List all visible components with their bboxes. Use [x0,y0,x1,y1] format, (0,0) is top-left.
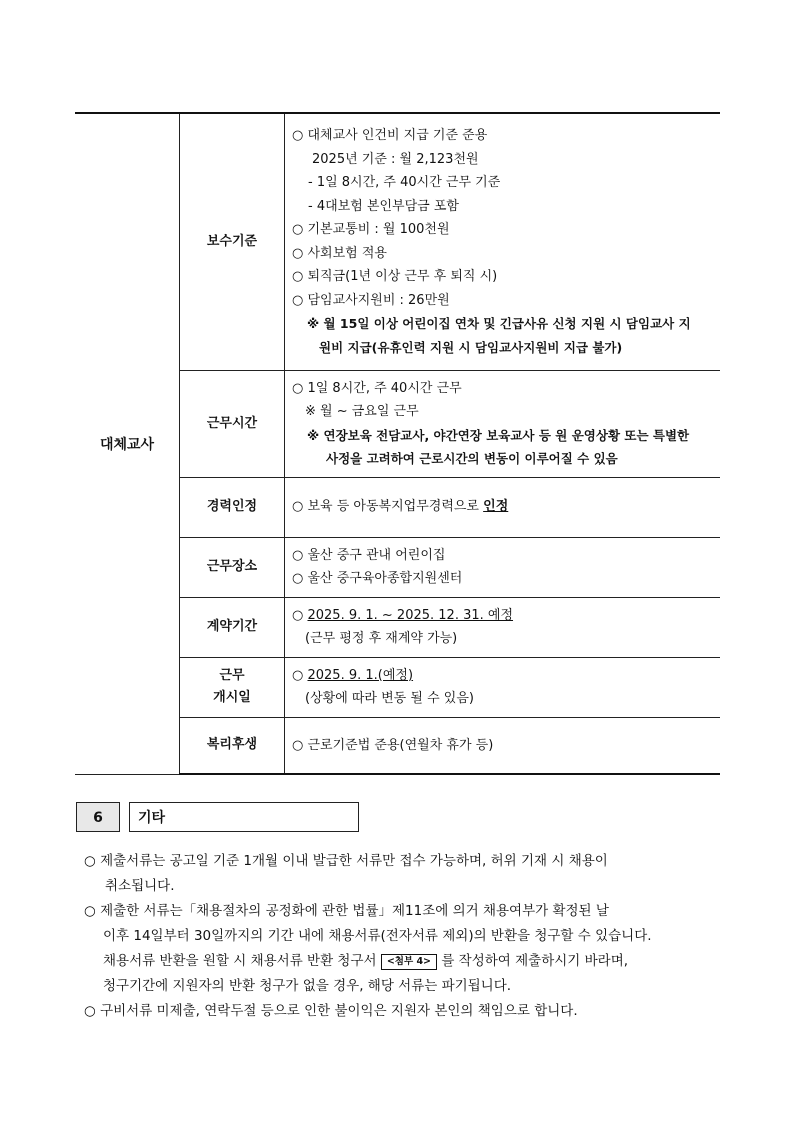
notes-list [84,849,724,1024]
note-2-line-4: 청구기간에 지원자의 반환 청구가 없을 경우, 해당 서류는 파기됩니다. [103,978,512,994]
start-date-value: 2025. 9. 1.(예정) [307,667,414,683]
row-label-welfare: 복리후생 [180,717,285,774]
section-number: 6 [76,802,120,832]
row-content-hours [285,370,721,477]
salary-line-6: ○ 사회보험 적용 [292,245,387,261]
start-date-bullet: ○ [292,667,308,683]
note-2-line-3-text: 채용서류 반환을 원할 시 채용서류 반환 청구서 [103,953,381,969]
row-content-salary [285,113,721,370]
start-date-line-1 [292,664,714,688]
salary-line-2: 2025년 기준 : 월 2,123천원 [312,151,479,167]
salary-line-7: ○ 퇴직금(1년 이상 근무 후 퇴직 시) [292,269,498,285]
note-3-line-1: ○ 구비서류 미제출, 연락두절 등으로 인한 불이익은 지원자 본인의 책임으로 합니다. [84,1003,578,1019]
hours-line-1: ○ 1일 8시간, 주 40시간 근무 [292,380,462,396]
row-label-salary: 보수기준 [180,113,285,370]
workplace-line-2: ○ 울산 중구육아종합지원센터 [292,571,463,586]
row-label-workplace: 근무장소 [180,537,285,597]
row-content-welfare [285,717,721,774]
hours-line-4: 사정을 고려하여 근로시간의 변동이 이루어질 수 있음 [326,451,618,466]
row-content-start-date [285,657,721,717]
hours-line-2: ※ 월 ~ 금요일 근무 [305,404,419,419]
contract-line-2: (근무 평정 후 재계약 가능) [305,631,458,646]
note-2-line-2: 이후 14일부터 30일까지의 기간 내에 채용서류(전자서류 제외)의 반환을 청구할 수 있습니다. [103,928,652,944]
start-date-label-line-1: 근무 [219,668,245,683]
career-emphasis: 인정 [483,499,509,515]
salary-line-3: - 1일 8시간, 주 40시간 근무 기준 [308,175,501,191]
salary-line-8: ○ 담임교사지원비 : 26만원 [292,292,450,308]
row-content-career [285,477,721,537]
table-row [75,113,720,370]
contract-line-1 [292,604,714,628]
salary-note-line-1: ※ 월 15일 이상 어린이집 연차 및 긴급사유 신청 지원 시 담임교사 지 [307,316,691,332]
salary-line-5: ○ 기본교통비 : 월 100천원 [292,222,450,238]
note-1-line-2: 취소됩니다. [105,878,175,894]
workplace-line-1: ○ 울산 중구 관내 어린이집 [292,547,446,563]
attachment-badge: <첨부 4> [381,954,437,970]
note-2-line-3-rest: 를 작성하여 제출하시기 바라며, [437,953,629,969]
row-label-career: 경력인정 [180,477,285,537]
row-content-contract [285,597,721,657]
row-label-hours: 근무시간 [180,370,285,477]
contract-period: 2025. 9. 1. ~ 2025. 12. 31. 예정 [307,607,514,623]
salary-note-line-2: 원비 지급(유휴인력 지원 시 담임교사지원비 지급 불가) [319,339,623,355]
career-line [292,495,714,519]
salary-line-4: - 4대보험 본인부담금 포함 [308,198,459,214]
row-label-start-date [180,657,285,717]
group-label: 대체교사 [75,113,180,774]
welfare-line-1: ○ 근로기준법 준용(연월차 휴가 등) [292,737,494,753]
start-date-label-line-2: 개시일 [213,690,251,705]
row-label-contract: 계약기간 [180,597,285,657]
note-1-line-1: ○ 제출서류는 공고일 기준 1개월 이내 발급한 서류만 접수 가능하며, 허위 기재 시 채용이 [84,853,608,869]
employment-conditions-table [75,112,720,775]
section-title: 기타 [129,802,359,832]
contract-bullet: ○ [292,607,308,623]
salary-line-1: ○ 대체교사 인건비 지급 기준 준용 [292,128,488,144]
row-content-workplace [285,537,721,597]
note-2-line-3 [84,949,724,974]
hours-line-3: ※ 연장보육 전담교사, 야간연장 보육교사 등 원 운영상황 또는 특별한 [307,427,690,443]
start-date-line-2: (상황에 따라 변동 될 수 있음) [305,691,474,706]
career-line-text: ○ 보육 등 아동복지업무경력으로 [292,499,484,515]
note-2-line-1: ○ 제출한 서류는「채용절차의 공정화에 관한 법률」제11조에 의거 채용여부가 확정된 날 [84,903,609,919]
